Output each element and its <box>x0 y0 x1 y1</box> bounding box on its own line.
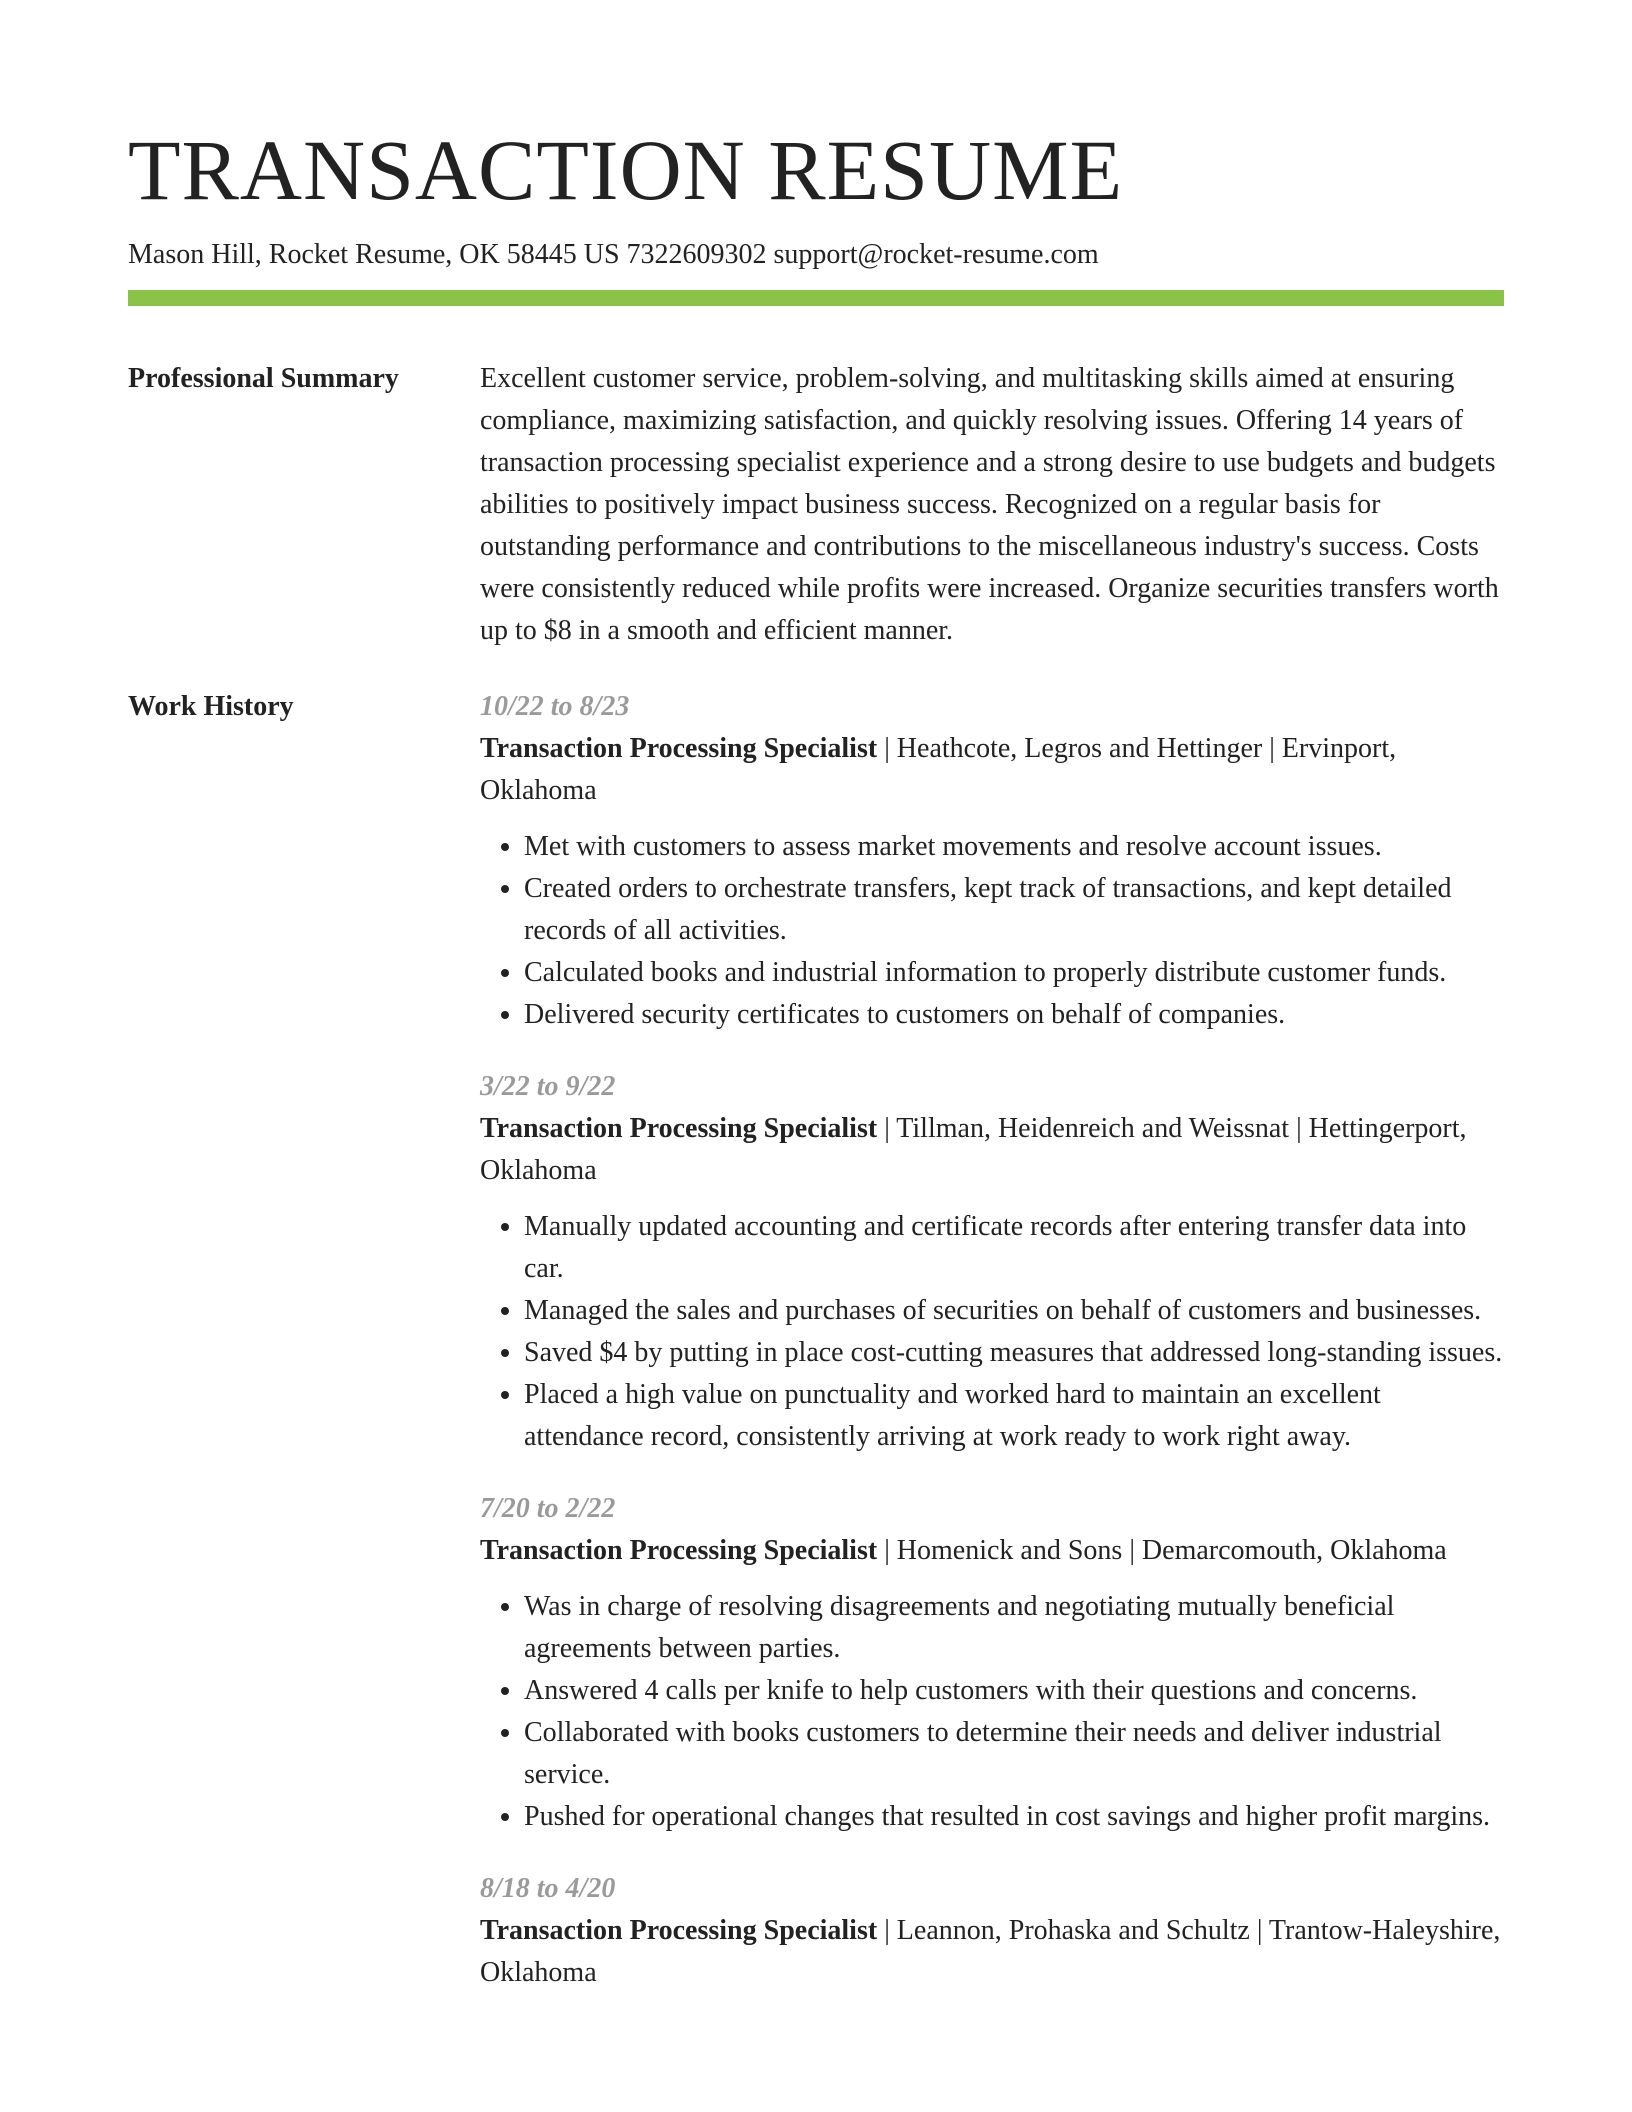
job-bullets <box>480 826 1504 1036</box>
job-title: Transaction Processing Specialist <box>480 1915 878 1946</box>
job-bullet: • Managed the sales and purchases of securities on behalf of customers and businesses. <box>524 1290 1504 1332</box>
job-entry <box>480 1488 1504 1838</box>
job-bullet: • Pushed for operational changes that resulted in cost savings and higher profit margins. <box>524 1796 1504 1838</box>
professional-summary-text: Excellent customer service, problem-solving, and multitasking skills aimed at ensuring compliance, maximizing satisfaction, and quickly resolving issues. Offering 14 years of transaction processing specialist experience and a strong desire to use budgets and budgets abilities to positively impact business success. Recognized on a regular basis for outstanding performance and contributions to the miscellaneous industry's success. Costs were consistently reduced while profits were increased. Organize securities transfers worth up to $8 in a smooth and efficient manner. <box>480 363 1499 646</box>
job-bullet: • Collaborated with books customers to determine their needs and deliver industrial service. <box>524 1712 1504 1796</box>
job-bullet: • Calculated books and industrial information to properly distribute customer funds. <box>524 952 1504 994</box>
job-entry <box>480 1066 1504 1458</box>
work-history-list <box>480 686 1504 2024</box>
professional-summary-section <box>128 358 1504 652</box>
job-title: Transaction Processing Specialist <box>480 1113 878 1144</box>
contact-line: Mason Hill, Rocket Resume, OK 58445 US 7322609302 support@rocket-resume.com <box>128 239 1099 270</box>
work-history-heading: Work History <box>128 691 294 722</box>
job-company-location: | Homenick and Sons | Demarcomouth, Oklahoma <box>877 1535 1447 1566</box>
job-company-location: | Leannon, Prohaska and Schultz | Trantow-Haleyshire, Oklahoma <box>480 1915 1501 1988</box>
job-bullet: • Placed a high value on punctuality and worked hard to maintain an excellent attendance record, consistently arriving at work ready to work right away. <box>524 1374 1504 1458</box>
job-bullet: • Created orders to orchestrate transfers, kept track of transactions, and kept detailed records of all activities. <box>524 868 1504 952</box>
job-company-location: | Heathcote, Legros and Hettinger | Ervinport, Oklahoma <box>480 733 1397 806</box>
job-bullet: • Saved $4 by putting in place cost-cutting measures that addressed long-standing issues. <box>524 1332 1504 1374</box>
job-bullet: • Answered 4 calls per knife to help customers with their questions and concerns. <box>524 1670 1504 1712</box>
job-bullet: • Met with customers to assess market movements and resolve account issues. <box>524 826 1504 868</box>
resume-title: TRANSACTION RESUME <box>128 122 1124 218</box>
job-entry <box>480 1868 1504 1994</box>
accent-divider <box>128 290 1504 306</box>
job-heading <box>480 728 1504 812</box>
job-bullet: • Manually updated accounting and certificate records after entering transfer data into car. <box>524 1206 1504 1290</box>
job-company-location: | Tillman, Heidenreich and Weissnat | Hettingerport, Oklahoma <box>480 1113 1467 1186</box>
job-heading <box>480 1910 1504 1994</box>
job-heading <box>480 1530 1504 1572</box>
job-dates: 8/18 to 4/20 <box>480 1873 616 1904</box>
work-history-section <box>128 686 1504 2024</box>
job-dates: 7/20 to 2/22 <box>480 1493 616 1524</box>
resume-page <box>128 120 1504 2024</box>
job-dates: 10/22 to 8/23 <box>480 691 630 722</box>
job-bullet: • Was in charge of resolving disagreements and negotiating mutually beneficial agreements between parties. <box>524 1586 1504 1670</box>
job-heading <box>480 1108 1504 1192</box>
job-bullets <box>480 1206 1504 1458</box>
job-entry <box>480 686 1504 1036</box>
job-bullet: • Delivered security certificates to customers on behalf of companies. <box>524 994 1504 1036</box>
job-dates: 3/22 to 9/22 <box>480 1071 616 1102</box>
job-title: Transaction Processing Specialist <box>480 1535 878 1566</box>
job-title: Transaction Processing Specialist <box>480 733 878 764</box>
job-bullets <box>480 1586 1504 1838</box>
professional-summary-heading: Professional Summary <box>128 363 399 394</box>
